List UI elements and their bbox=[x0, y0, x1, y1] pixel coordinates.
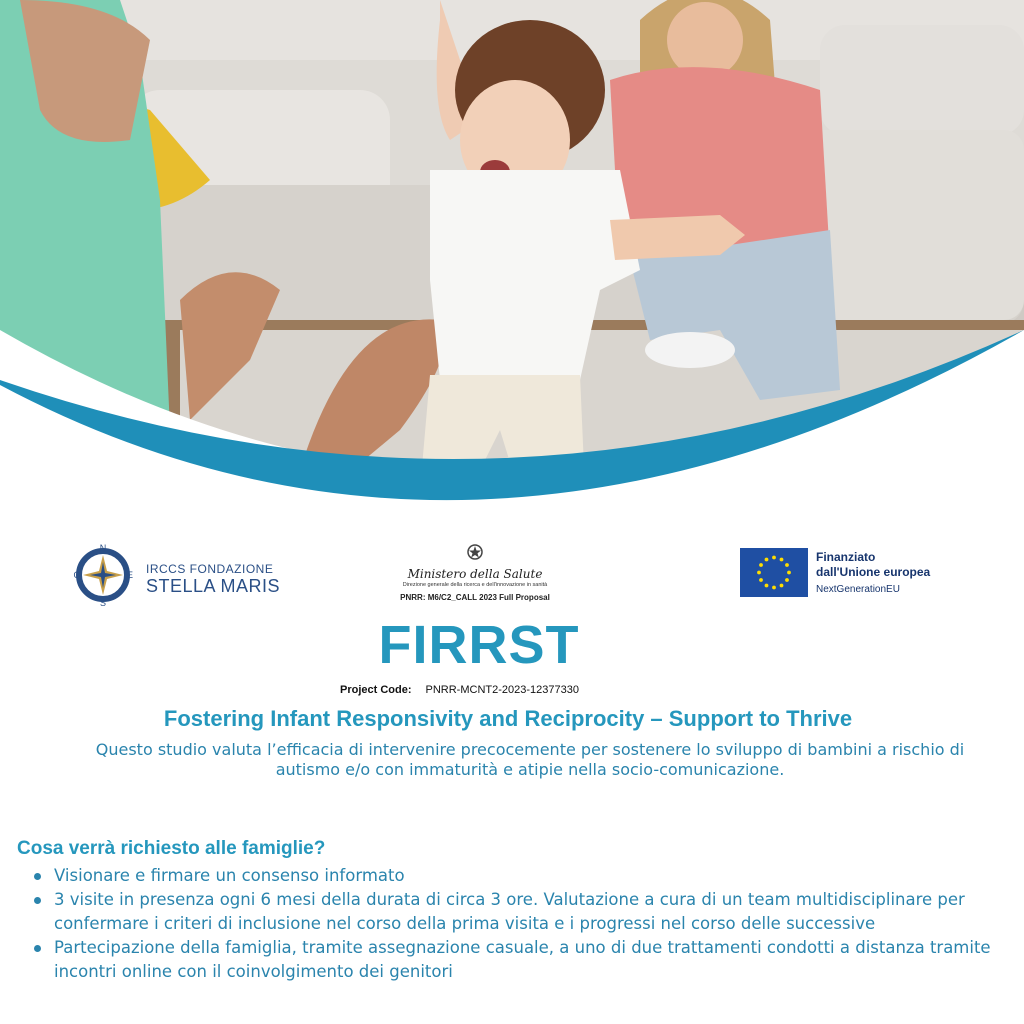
eu-star-icon bbox=[759, 563, 763, 567]
eu-star-icon bbox=[780, 584, 784, 588]
list-item-text: Partecipazione della famiglia, tramite assegnazione casuale, a uno di due trattamenti condotti a distanza tramite incontri online con il coinvolgimento dei genitori bbox=[54, 938, 991, 981]
eu-line3: NextGenerationEU bbox=[816, 584, 900, 595]
eu-star-icon bbox=[772, 556, 776, 560]
list-item bbox=[30, 936, 1010, 984]
bullet-icon bbox=[34, 873, 41, 880]
italian-emblem-icon bbox=[465, 542, 485, 562]
list-item bbox=[30, 888, 1010, 936]
eu-star-icon bbox=[787, 571, 791, 575]
eu-line1: Finanziato bbox=[816, 550, 876, 564]
families-question: Cosa verrà richiesto alle famiglie? bbox=[17, 838, 326, 859]
stella-line2: STELLA MARIS bbox=[146, 576, 281, 596]
eu-star-icon bbox=[785, 563, 789, 567]
ministero-name: Ministero della Salute bbox=[407, 567, 543, 581]
stella-line1: IRCCS FONDAZIONE bbox=[146, 562, 274, 576]
compass-letter-n: N bbox=[99, 543, 107, 553]
eu-flag-icon bbox=[740, 548, 808, 597]
families-list bbox=[30, 864, 1010, 984]
eu-star-icon bbox=[765, 584, 769, 588]
project-subtitle: Fostering Infant Responsivity and Reciprocity – Support to Thrive bbox=[163, 706, 853, 731]
bullet-icon bbox=[34, 945, 41, 952]
eu-star-icon bbox=[757, 571, 761, 575]
eu-star-icon bbox=[785, 578, 789, 582]
bullet-icon bbox=[34, 897, 41, 904]
stella-maris-logo bbox=[70, 542, 280, 608]
project-code bbox=[340, 684, 579, 696]
compass-letter-s: S bbox=[99, 598, 107, 608]
compass-rose-icon bbox=[70, 542, 136, 608]
ministero-subtitle: Direzione generale della ricerca e dell'innovazione in sanità bbox=[402, 582, 548, 588]
list-item-text: 3 visite in presenza ogni 6 mesi della durata di circa 3 ore. Valutazione a cura di un team multidisciplinare per confermare i criteri di inclusione nel corso della prima visita e i progressi nel corso delle successive bbox=[54, 890, 965, 933]
compass-letter-e: E bbox=[126, 570, 134, 580]
project-title: FIRRST bbox=[378, 615, 580, 675]
ministero-logo bbox=[385, 542, 565, 612]
compass-letter-o: O bbox=[73, 570, 81, 580]
partner-logos bbox=[0, 536, 1024, 616]
list-item-text: Visionare e firmare un consenso informato bbox=[54, 866, 405, 885]
project-code-label: Project Code: bbox=[340, 684, 412, 696]
eu-logo bbox=[740, 548, 950, 600]
list-item bbox=[30, 864, 1010, 888]
eu-star-icon bbox=[765, 558, 769, 562]
project-code-value: PNRR-MCNT2-2023-12377330 bbox=[425, 684, 579, 696]
eu-line2: dall'Unione europea bbox=[816, 565, 931, 579]
eu-star-icon bbox=[772, 586, 776, 590]
eu-star-icon bbox=[780, 558, 784, 562]
project-description: Questo studio valuta l’efficacia di intervenire precocemente per sostenere lo sviluppo di bambini a rischio di autismo e/o con immaturità e atipie nella socio-comunicazione. bbox=[95, 740, 965, 779]
eu-star-icon bbox=[759, 578, 763, 582]
pnrr-call: PNRR: M6/C2_CALL 2023 Full Proposal bbox=[400, 593, 550, 602]
